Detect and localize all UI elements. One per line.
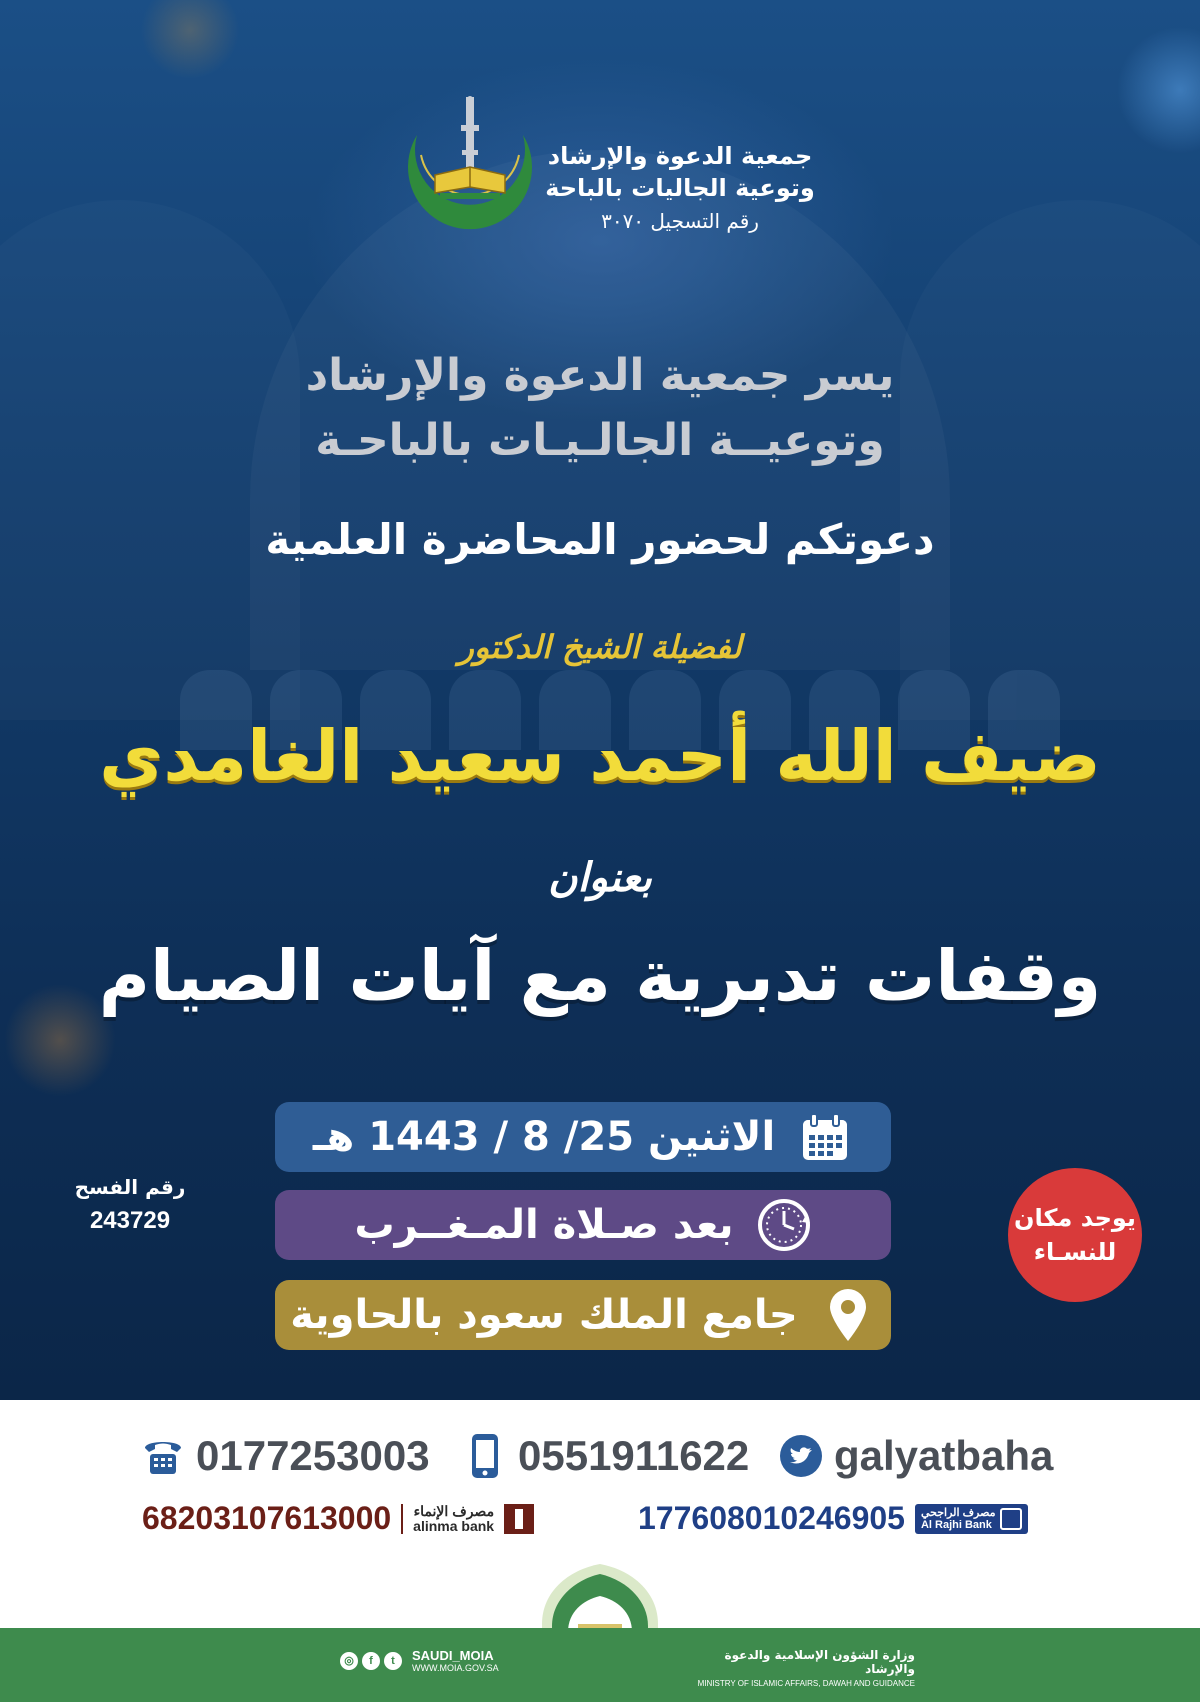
twitter-contact (778, 1432, 1053, 1480)
alrajhi-name-ar: مصرف الراجحي (920, 1506, 996, 1519)
place-pill (275, 1280, 891, 1350)
permit-block (60, 1175, 200, 1235)
mobile-contact (462, 1432, 749, 1480)
alinma-bank-account (142, 1500, 534, 1537)
intro-line2: وتوعيــة الجالـيـات بالباحـة (315, 415, 885, 466)
invitation-text: دعوتكم لحضور المحاضرة العلمية (265, 515, 935, 564)
social-icons (340, 1652, 402, 1670)
permit-number: 243729 (89, 1207, 171, 1234)
ministry-name-en: MINISTRY OF ISLAMIC AFFAIRS, DAWAH AND GUIDANCE (697, 1679, 915, 1688)
alinma-bank-name (413, 1504, 494, 1534)
twitter-icon[interactable]: t (384, 1652, 402, 1670)
speaker-name: ضيف الله أحمد سعيد الغامدي (99, 715, 1101, 797)
alrajhi-name-en: Al Rajhi Bank (920, 1518, 992, 1531)
alrajhi-bank-account (638, 1500, 1028, 1537)
speaker-title: لفضيلة الشيخ الدكتور (458, 628, 742, 666)
ministry-website[interactable]: WWW.MOIA.GOV.SA (412, 1663, 499, 1673)
organization-name (540, 140, 820, 236)
women-badge-line1: يوجد مكان (1014, 1204, 1136, 1232)
location-pin-icon (820, 1287, 876, 1343)
footer-bar (0, 1628, 1200, 1702)
organization-name-line1: جمعية الدعوة والإرشاد (547, 142, 813, 170)
intro-line1: يسر جمعية الدعوة والإرشاد (305, 350, 895, 401)
registration-number: رقم التسجيل ٣٠٧٠ (601, 209, 759, 233)
alrajhi-logo-badge (915, 1504, 1028, 1534)
alrajhi-account-number[interactable]: 177608010246905 (638, 1500, 905, 1536)
lecture-title: وقفات تدبرية مع آيات الصيام (98, 935, 1102, 1017)
phone-number[interactable]: 0177253003 (196, 1432, 430, 1479)
lecture-label: بعنوان (548, 855, 652, 901)
mobile-phone-icon (462, 1433, 508, 1479)
ministry-handle-block (412, 1648, 499, 1673)
organization-logo (395, 95, 545, 255)
instagram-icon[interactable]: ◎ (340, 1652, 358, 1670)
women-section-badge (1008, 1168, 1142, 1302)
telephone-icon (140, 1433, 186, 1479)
mobile-number[interactable]: 0551911622 (518, 1432, 750, 1479)
contacts-row (0, 1432, 1200, 1492)
calendar-icon (797, 1109, 853, 1165)
women-badge-line2: للنسـاء (1033, 1238, 1117, 1266)
bank-divider (401, 1504, 403, 1534)
alinma-account-number[interactable]: 68203107613000 (142, 1500, 392, 1536)
clock-icon (756, 1197, 812, 1253)
ministry-social (340, 1648, 499, 1673)
bank-accounts-row (0, 1500, 1200, 1550)
permit-label: رقم الفسح (74, 1175, 186, 1199)
date-pill (275, 1102, 891, 1172)
alinma-name-ar: مصرف الإنماء (413, 1502, 495, 1519)
facebook-icon[interactable]: f (362, 1652, 380, 1670)
event-date: الاثنين 25/ 8 / 1443 هـ (312, 1114, 776, 1160)
alrajhi-emblem-icon (1000, 1508, 1022, 1530)
twitter-handle[interactable]: galyatbaha (834, 1432, 1054, 1479)
ministry-name-ar: وزارة الشؤون الإسلامية والدعوة والإرشاد (724, 1648, 915, 1676)
ministry-handle[interactable]: SAUDI_MOIA (412, 1648, 494, 1663)
phone-contact (140, 1432, 430, 1480)
time-pill (275, 1190, 891, 1260)
ministry-name (685, 1648, 915, 1688)
alinma-logo-icon (504, 1504, 534, 1534)
alinma-name-en: alinma bank (413, 1517, 495, 1534)
twitter-icon (778, 1433, 824, 1479)
organization-name-line2: وتوعية الجاليات بالباحة (545, 174, 815, 202)
event-time: بعد صـلاة المـغــرب (354, 1202, 734, 1248)
event-place: جامع الملك سعود بالحاوية (290, 1292, 798, 1338)
